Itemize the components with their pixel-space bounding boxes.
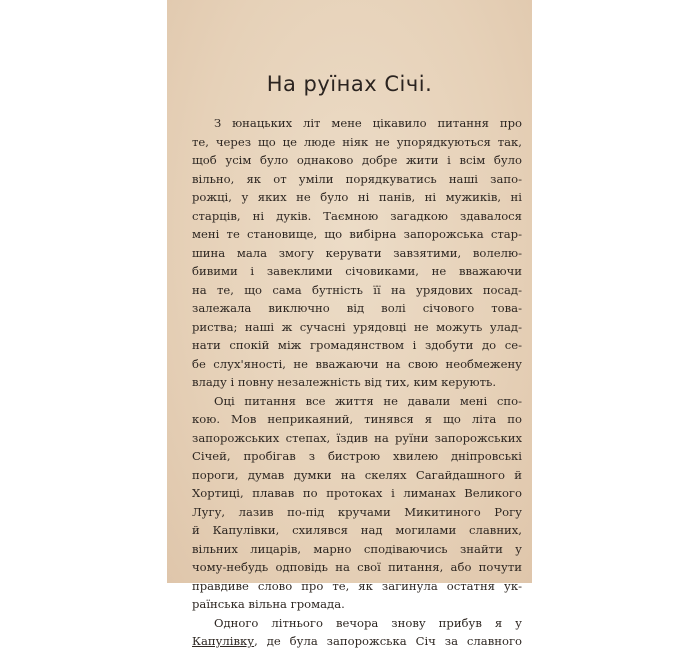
page-title: На руїнах Січі. <box>266 72 433 96</box>
text-line: вільно, як от уміли порядкуватись наші запо- <box>192 171 522 186</box>
text-line: те, через що це люде ніяк не упорядкуються так, <box>192 134 522 149</box>
text-line: раїнська вільна громада. <box>192 597 345 611</box>
text-line: чому-небудь одповідь на свої питання, або почути <box>192 560 522 574</box>
text-line: владу і повну незалежність від тих, ким керують. <box>192 375 497 389</box>
text-line: правдиве слово про те, як загинула остатня ук- <box>192 578 522 593</box>
text-line: Одного літнього вечора знову прибув я у <box>214 615 522 630</box>
text-line: З юнацьких літ мене цікавило питання про <box>214 116 522 130</box>
text-line: мені те становище, що вибірна запорожська стар- <box>192 227 522 241</box>
text-line: кою. Мов неприкаяний, тинявся я що літа по <box>192 412 522 426</box>
text-line: на те, що сама бутність її на урядових посад- <box>192 282 522 297</box>
text-line: Січей, пробігав з бистрою хвилею дніпровські <box>192 449 522 463</box>
text-line: Оці питання все життя не давали мені спо- <box>214 393 522 408</box>
text-line: риства; наші ж сучасні урядовці не можуть улад- <box>192 319 522 334</box>
text-line: Хортиці, плавав по протоках і лиманах Великого <box>192 486 522 500</box>
text-line: нати спокій між громадянством і здобути до се- <box>192 338 522 352</box>
text-line: пороги, думав думки на скелях Сагайдашного й <box>192 467 522 482</box>
text-line: запорожських степах, їздив на руїни запорожських <box>192 430 522 445</box>
text-line: рожці, у яких не було ні панів, ні мужиків, ні <box>192 190 522 204</box>
text-line: й Капулівки, схилявся над могилами славних, <box>192 523 522 537</box>
text-line: Лугу, лазив по-під кручами Микитиного Рогу <box>192 504 522 519</box>
text-line: вільних лицарів, марно сподіваючись знайти у <box>192 541 522 556</box>
text-line: шина мала змогу керувати завзятими, волелю- <box>192 245 522 260</box>
text-line: старців, ні дуків. Таємною загадкою здавалося <box>192 208 522 223</box>
text-line: щоб усім було однаково добре жити і всім було <box>192 153 522 167</box>
text-line: залежала виключно від волі січового това- <box>192 301 522 315</box>
text-line: Капулівку, де була запорожська Січ за славного <box>192 634 522 648</box>
underlined-place-name: Капулівку <box>192 634 255 648</box>
text-line: бивими і завеклими січовиками, не вважаючи <box>192 264 522 278</box>
text-line: бе слух'яності, не вважаючи на свою необмежену <box>192 356 522 371</box>
book-page <box>167 0 532 648</box>
body-text <box>192 114 522 651</box>
